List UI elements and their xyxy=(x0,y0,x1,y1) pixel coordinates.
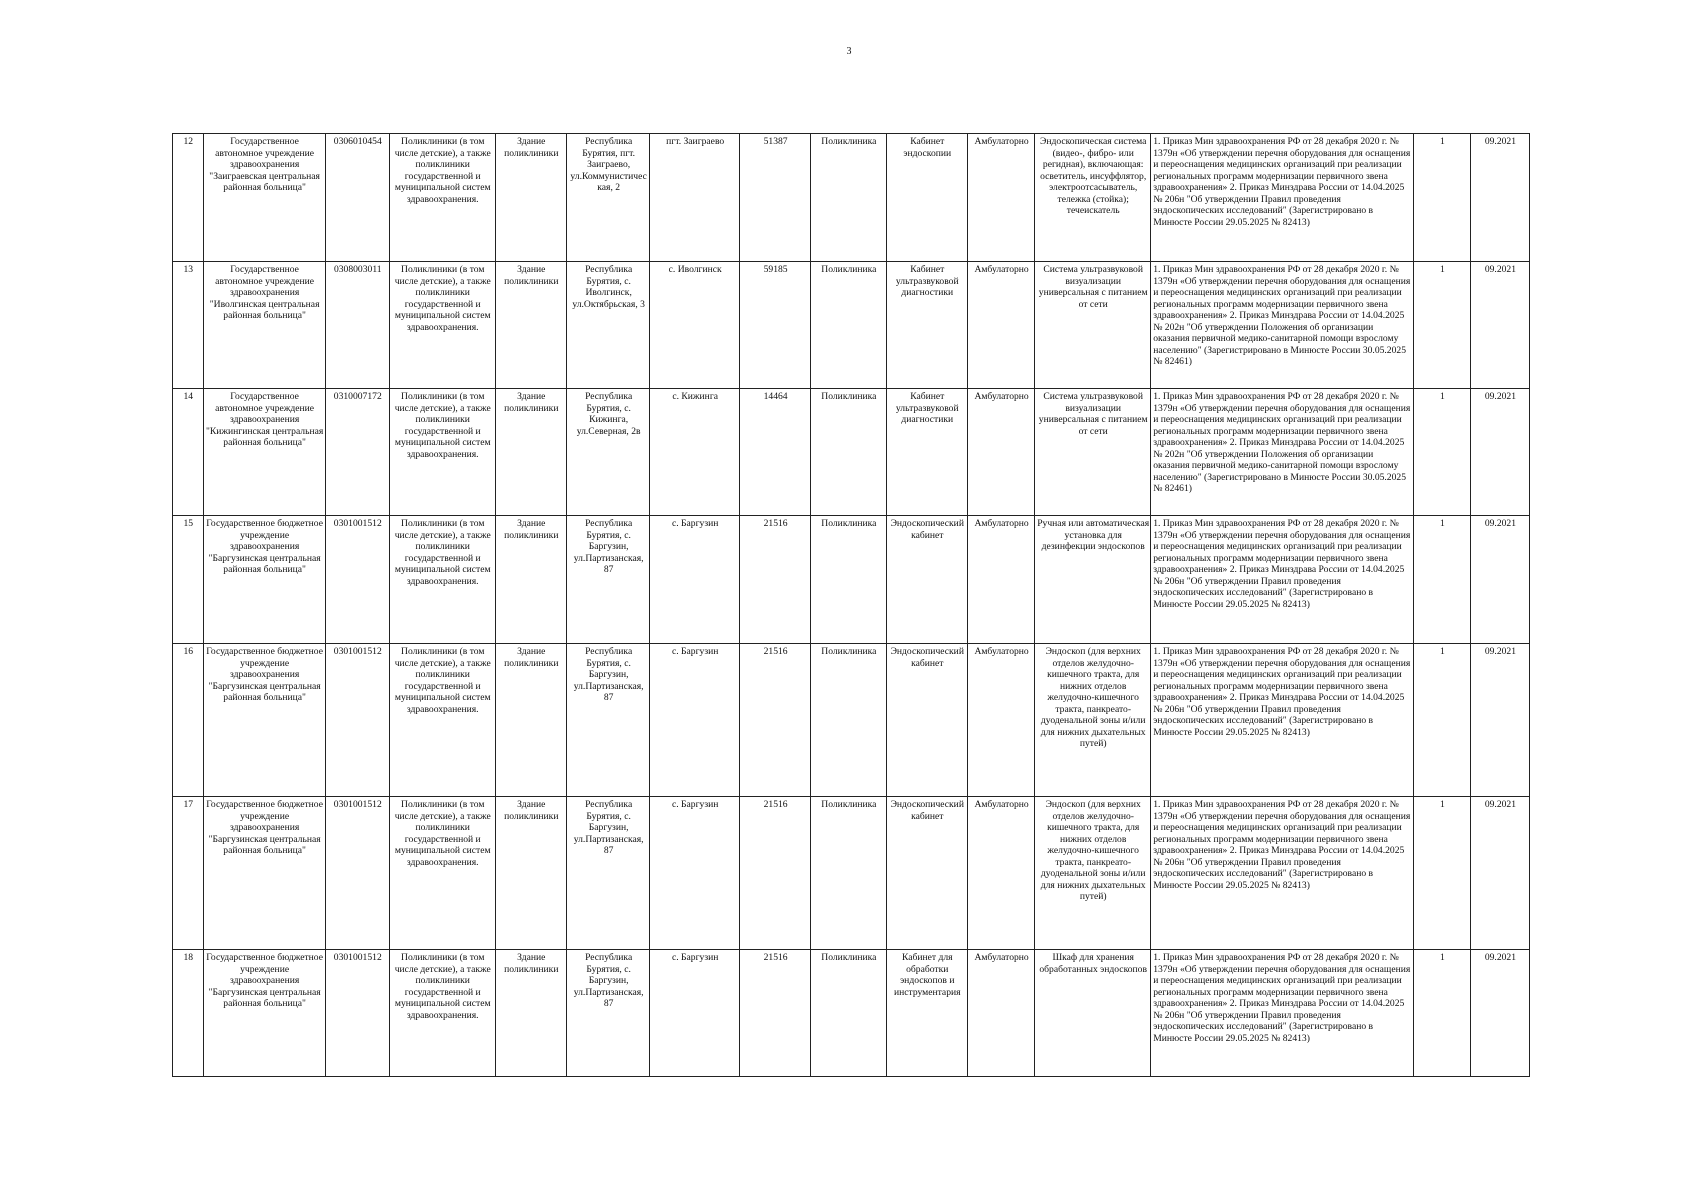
building-type-cell: Здание поликлиники xyxy=(495,950,566,1077)
quantity-cell: 1 xyxy=(1413,389,1470,516)
organization-name-cell: Государственное автономное учреждение здравоохранения "Заиграевская центральная районная больница" xyxy=(203,134,325,262)
row-number-cell: 13 xyxy=(173,262,204,389)
table-row xyxy=(173,262,1530,389)
table-row xyxy=(173,950,1530,1077)
unit-name-cell: Поликлиника xyxy=(811,134,886,262)
table-row xyxy=(173,516,1530,644)
equipment-registry-table xyxy=(172,133,1530,1077)
quantity-cell: 1 xyxy=(1413,134,1470,262)
organization-name-cell: Государственное автономное учреждение здравоохранения "Кижингинская центральная районная больница" xyxy=(203,389,325,516)
care-condition-cell: Амбулаторно xyxy=(967,950,1034,1077)
building-type-cell: Здание поликлиники xyxy=(495,644,566,797)
row-number-cell: 18 xyxy=(173,950,204,1077)
organization-name-cell: Государственное автономное учреждение здравоохранения "Иволгинская центральная районная больница" xyxy=(203,262,325,389)
regulatory-basis-cell: 1. Приказ Мин здравоохранения РФ от 28 декабря 2020 г. № 1379н «Об утверждении перечня оборудования для оснащения и переоснащения медицинских организаций при реализации региональных программ модернизации первичного звена здравоохранения» 2. Приказ Минздрава России от 14.04.2025 № 206н "Об утверждении Правил проведения эндоскопических исследований" (Зарегистрировано в Минюсте России 29.05.2025 № 82413) xyxy=(1151,134,1414,262)
equipment-name-cell: Эндоскопическая система (видео-, фибро- или регидная), включающая: осветитель, инсуффлятор, электроотсасыватель, тележка (стойка); течеискатель xyxy=(1035,134,1151,262)
quantity-cell: 1 xyxy=(1413,516,1470,644)
organization-code-cell: 0301001512 xyxy=(325,644,389,797)
address-cell: Республика Бурятия, с. Баргузин, ул.Партизанская, 87 xyxy=(566,797,649,950)
care-condition-cell: Амбулаторно xyxy=(967,262,1034,389)
building-type-cell: Здание поликлиники xyxy=(495,262,566,389)
organization-code-cell: 0308003011 xyxy=(325,262,389,389)
building-type-cell: Здание поликлиники xyxy=(495,516,566,644)
organization-code-cell: 0301001512 xyxy=(325,950,389,1077)
date-cell: 09.2021 xyxy=(1470,644,1529,797)
population-cell: 59185 xyxy=(739,262,810,389)
address-cell: Республика Бурятия, с. Баргузин, ул.Партизанская, 87 xyxy=(566,644,649,797)
regulatory-basis-cell: 1. Приказ Мин здравоохранения РФ от 28 декабря 2020 г. № 1379н «Об утверждении перечня оборудования для оснащения и переоснащения медицинских организаций при реализации региональных программ модернизации первичного звена здравоохранения» 2. Приказ Минздрава России от 14.04.2025 № 206н "Об утверждении Правил проведения эндоскопических исследований" (Зарегистрировано в Минюсте России 29.05.2025 № 82413) xyxy=(1151,797,1414,950)
unit-name-cell: Поликлиника xyxy=(811,950,886,1077)
organization-code-cell: 0310007172 xyxy=(325,389,389,516)
registry-body xyxy=(173,134,1530,1077)
row-number-cell: 17 xyxy=(173,797,204,950)
care-condition-cell: Амбулаторно xyxy=(967,389,1034,516)
facility-type-cell: Поликлиники (в том числе детские), а также поликлиники государственной и муниципальной систем здравоохранения. xyxy=(389,644,495,797)
population-cell: 21516 xyxy=(739,797,810,950)
page-number: 3 xyxy=(846,46,852,57)
table-row xyxy=(173,644,1530,797)
organization-name-cell: Государственное бюджетное учреждение здравоохранения "Баргузинская центральная районная больница" xyxy=(203,644,325,797)
population-cell: 21516 xyxy=(739,644,810,797)
equipment-name-cell: Эндоскоп (для верхних отделов желудочно-кишечного тракта, для нижних отделов желудочно-кишечного тракта, панкреато-дуоденальной зоны и/или для нижних дыхательных путей) xyxy=(1035,797,1151,950)
care-condition-cell: Амбулаторно xyxy=(967,134,1034,262)
population-cell: 21516 xyxy=(739,516,810,644)
building-type-cell: Здание поликлиники xyxy=(495,134,566,262)
locality-cell: с. Баргузин xyxy=(650,644,740,797)
locality-cell: с. Баргузин xyxy=(650,516,740,644)
date-cell: 09.2021 xyxy=(1470,797,1529,950)
room-name-cell: Кабинет эндоскопии xyxy=(886,134,967,262)
equipment-name-cell: Система ультразвуковой визуализации универсальная с питанием от сети xyxy=(1035,262,1151,389)
equipment-name-cell: Шкаф для хранения обработанных эндоскопов xyxy=(1035,950,1151,1077)
table-row xyxy=(173,797,1530,950)
facility-type-cell: Поликлиники (в том числе детские), а также поликлиники государственной и муниципальной систем здравоохранения. xyxy=(389,516,495,644)
address-cell: Республика Бурятия, с. Баргузин, ул.Партизанская, 87 xyxy=(566,516,649,644)
organization-name-cell: Государственное бюджетное учреждение здравоохранения "Баргузинская центральная районная больница" xyxy=(203,516,325,644)
organization-code-cell: 0306010454 xyxy=(325,134,389,262)
table-row xyxy=(173,389,1530,516)
quantity-cell: 1 xyxy=(1413,950,1470,1077)
locality-cell: с. Баргузин xyxy=(650,797,740,950)
organization-name-cell: Государственное бюджетное учреждение здравоохранения "Баргузинская центральная районная больница" xyxy=(203,797,325,950)
population-cell: 21516 xyxy=(739,950,810,1077)
regulatory-basis-cell: 1. Приказ Мин здравоохранения РФ от 28 декабря 2020 г. № 1379н «Об утверждении перечня оборудования для оснащения и переоснащения медицинских организаций при реализации региональных программ модернизации первичного звена здравоохранения» 2. Приказ Минздрава России от 14.04.2025 № 206н "Об утверждении Правил проведения эндоскопических исследований" (Зарегистрировано в Минюсте России 29.05.2025 № 82413) xyxy=(1151,644,1414,797)
room-name-cell: Кабинет ультразвуковой диагностики xyxy=(886,389,967,516)
room-name-cell: Кабинет для обработки эндоскопов и инструментария xyxy=(886,950,967,1077)
facility-type-cell: Поликлиники (в том числе детские), а также поликлиники государственной и муниципальной систем здравоохранения. xyxy=(389,262,495,389)
locality-cell: с. Иволгинск xyxy=(650,262,740,389)
regulatory-basis-cell: 1. Приказ Мин здравоохранения РФ от 28 декабря 2020 г. № 1379н «Об утверждении перечня оборудования для оснащения и переоснащения медицинских организаций при реализации региональных программ модернизации первичного звена здравоохранения» 2. Приказ Минздрава России от 14.04.2025 № 202н "Об утверждении Положения об организации оказания первичной медико-санитарной помощи взрослому населению" (Зарегистрировано в Минюсте России 30.05.2025 № 82461) xyxy=(1151,389,1414,516)
address-cell: Республика Бурятия, с. Иволгинск, ул.Октябрьская, 3 xyxy=(566,262,649,389)
unit-name-cell: Поликлиника xyxy=(811,797,886,950)
regulatory-basis-cell: 1. Приказ Мин здравоохранения РФ от 28 декабря 2020 г. № 1379н «Об утверждении перечня оборудования для оснащения и переоснащения медицинских организаций при реализации региональных программ модернизации первичного звена здравоохранения» 2. Приказ Минздрава России от 14.04.2025 № 206н "Об утверждении Правил проведения эндоскопических исследований" (Зарегистрировано в Минюсте России 29.05.2025 № 82413) xyxy=(1151,950,1414,1077)
facility-type-cell: Поликлиники (в том числе детские), а также поликлиники государственной и муниципальной систем здравоохранения. xyxy=(389,389,495,516)
room-name-cell: Эндоскопический кабинет xyxy=(886,797,967,950)
date-cell: 09.2021 xyxy=(1470,262,1529,389)
unit-name-cell: Поликлиника xyxy=(811,389,886,516)
locality-cell: пгт. Заиграево xyxy=(650,134,740,262)
table-row xyxy=(173,134,1530,262)
room-name-cell: Эндоскопический кабинет xyxy=(886,644,967,797)
date-cell: 09.2021 xyxy=(1470,516,1529,644)
row-number-cell: 15 xyxy=(173,516,204,644)
care-condition-cell: Амбулаторно xyxy=(967,644,1034,797)
equipment-name-cell: Эндоскоп (для верхних отделов желудочно-кишечного тракта, для нижних отделов желудочно-кишечного тракта, панкреато-дуоденальной зоны и/или для нижних дыхательных путей) xyxy=(1035,644,1151,797)
equipment-name-cell: Система ультразвуковой визуализации универсальная с питанием от сети xyxy=(1035,389,1151,516)
quantity-cell: 1 xyxy=(1413,644,1470,797)
population-cell: 14464 xyxy=(739,389,810,516)
row-number-cell: 14 xyxy=(173,389,204,516)
organization-code-cell: 0301001512 xyxy=(325,797,389,950)
address-cell: Республика Бурятия, с. Баргузин, ул.Партизанская, 87 xyxy=(566,950,649,1077)
building-type-cell: Здание поликлиники xyxy=(495,797,566,950)
date-cell: 09.2021 xyxy=(1470,950,1529,1077)
building-type-cell: Здание поликлиники xyxy=(495,389,566,516)
population-cell: 51387 xyxy=(739,134,810,262)
quantity-cell: 1 xyxy=(1413,262,1470,389)
facility-type-cell: Поликлиники (в том числе детские), а также поликлиники государственной и муниципальной систем здравоохранения. xyxy=(389,950,495,1077)
locality-cell: с. Баргузин xyxy=(650,950,740,1077)
row-number-cell: 16 xyxy=(173,644,204,797)
date-cell: 09.2021 xyxy=(1470,389,1529,516)
locality-cell: с. Кижинга xyxy=(650,389,740,516)
care-condition-cell: Амбулаторно xyxy=(967,516,1034,644)
date-cell: 09.2021 xyxy=(1470,134,1529,262)
address-cell: Республика Бурятия, с. Кижинга, ул.Северная, 2в xyxy=(566,389,649,516)
organization-name-cell: Государственное бюджетное учреждение здравоохранения "Баргузинская центральная районная больница" xyxy=(203,950,325,1077)
room-name-cell: Кабинет ультразвуковой диагностики xyxy=(886,262,967,389)
unit-name-cell: Поликлиника xyxy=(811,262,886,389)
equipment-name-cell: Ручная или автоматическая установка для дезинфекции эндоскопов xyxy=(1035,516,1151,644)
address-cell: Республика Бурятия, пгт. Заиграево, ул.Коммунистическая, 2 xyxy=(566,134,649,262)
care-condition-cell: Амбулаторно xyxy=(967,797,1034,950)
facility-type-cell: Поликлиники (в том числе детские), а также поликлиники государственной и муниципальной систем здравоохранения. xyxy=(389,134,495,262)
facility-type-cell: Поликлиники (в том числе детские), а также поликлиники государственной и муниципальной систем здравоохранения. xyxy=(389,797,495,950)
unit-name-cell: Поликлиника xyxy=(811,644,886,797)
regulatory-basis-cell: 1. Приказ Мин здравоохранения РФ от 28 декабря 2020 г. № 1379н «Об утверждении перечня оборудования для оснащения и переоснащения медицинских организаций при реализации региональных программ модернизации первичного звена здравоохранения» 2. Приказ Минздрава России от 14.04.2025 № 202н "Об утверждении Положения об организации оказания первичной медико-санитарной помощи взрослому населению" (Зарегистрировано в Минюсте России 30.05.2025 № 82461) xyxy=(1151,262,1414,389)
unit-name-cell: Поликлиника xyxy=(811,516,886,644)
row-number-cell: 12 xyxy=(173,134,204,262)
quantity-cell: 1 xyxy=(1413,797,1470,950)
regulatory-basis-cell: 1. Приказ Мин здравоохранения РФ от 28 декабря 2020 г. № 1379н «Об утверждении перечня оборудования для оснащения и переоснащения медицинских организаций при реализации региональных программ модернизации первичного звена здравоохранения» 2. Приказ Минздрава России от 14.04.2025 № 206н "Об утверждении Правил проведения эндоскопических исследований" (Зарегистрировано в Минюсте России 29.05.2025 № 82413) xyxy=(1151,516,1414,644)
organization-code-cell: 0301001512 xyxy=(325,516,389,644)
room-name-cell: Эндоскопический кабинет xyxy=(886,516,967,644)
